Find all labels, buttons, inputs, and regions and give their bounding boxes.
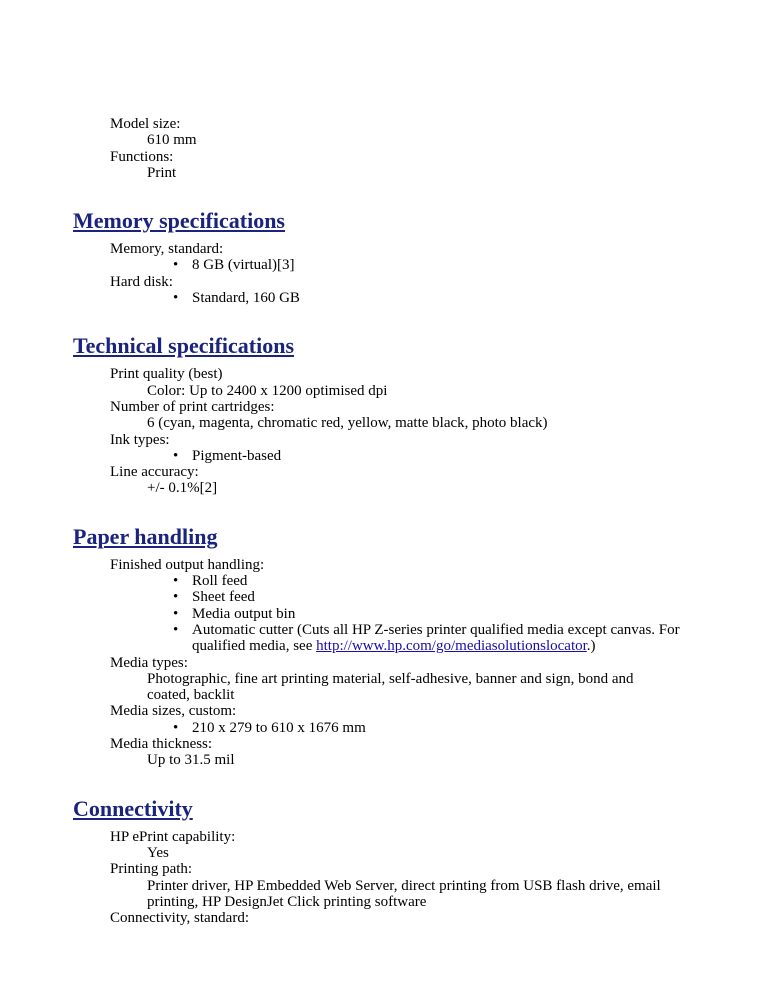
list-item: • Roll feed	[173, 573, 692, 589]
eprint-value: Yes	[147, 844, 169, 861]
ink-list	[173, 448, 768, 464]
ink-types-label: Ink types:	[110, 431, 170, 448]
cartridges-label: Number of print cartridges:	[110, 398, 275, 415]
functions-value: Print	[147, 164, 177, 181]
list-item: • 210 x 279 to 610 x 1676 mm	[173, 720, 692, 736]
memory-list	[173, 257, 768, 273]
output-handling-label: Finished output handling:	[110, 556, 265, 573]
media-sizes-label: Media sizes, custom:	[110, 703, 237, 720]
print-quality-value: Color: Up to 2400 x 1200 optimised dpi	[147, 382, 388, 399]
printing-path-value: Printer driver, HP Embedded Web Server, direct printing from USB flash drive, email printing, HP DesignJet Click printing software	[147, 877, 661, 910]
line-accuracy-label: Line accuracy:	[110, 464, 199, 481]
media-thickness-label: Media thickness:	[110, 736, 213, 753]
cartridges-value: 6 (cyan, magenta, chromatic red, yellow, matte black, photo black)	[147, 415, 548, 432]
cutter-text: Automatic cutter (Cuts all HP Z-series printer qualified media except canvas. For qualified media, see	[192, 621, 680, 655]
spec-page	[0, 116, 768, 926]
hdd-label: Hard disk:	[110, 273, 173, 290]
media-locator-link[interactable]: http://www.hp.com/go/mediasolutionslocator	[316, 638, 587, 655]
connectivity-heading[interactable]: Connectivity	[73, 795, 193, 821]
memory-label: Memory, standard:	[110, 241, 224, 258]
technical-block	[110, 366, 768, 496]
cutter-tail: .)	[586, 638, 596, 655]
list-item: • Standard, 160 GB	[173, 290, 692, 306]
memory-heading[interactable]: Memory specifications	[73, 208, 285, 234]
technical-heading[interactable]: Technical specifications	[73, 333, 295, 359]
hdd-list	[173, 290, 768, 306]
eprint-label: HP ePrint capability:	[110, 828, 236, 845]
printing-path-label: Printing path:	[110, 861, 193, 878]
list-item: • 8 GB (virtual)[3]	[173, 257, 692, 273]
line-accuracy-value: +/- 0.1%[2]	[147, 480, 218, 497]
list-item: • Sheet feed	[173, 589, 692, 605]
connectivity-standard-label: Connectivity, standard:	[110, 910, 249, 927]
connectivity-block	[110, 829, 768, 927]
model-size-value: 610 mm	[147, 132, 197, 149]
paper-heading[interactable]: Paper handling	[73, 523, 218, 549]
memory-block	[110, 241, 768, 306]
print-quality-label: Print quality (best)	[110, 366, 223, 383]
functions-label: Functions:	[110, 148, 174, 165]
intro-block	[110, 116, 768, 181]
media-types-label: Media types:	[110, 654, 188, 671]
media-types-value: Photographic, fine art printing material, self-adhesive, banner and sign, bond and coated, backlit	[147, 670, 634, 704]
model-size-label: Model size:	[110, 116, 181, 132]
output-list	[173, 573, 768, 654]
list-item: • Media output bin	[173, 606, 692, 622]
list-item: • Pigment-based	[173, 448, 692, 464]
media-thickness-value: Up to 31.5 mil	[147, 752, 235, 769]
sizes-list	[173, 720, 768, 736]
list-item-cutter	[173, 622, 692, 655]
paper-block	[110, 557, 768, 769]
